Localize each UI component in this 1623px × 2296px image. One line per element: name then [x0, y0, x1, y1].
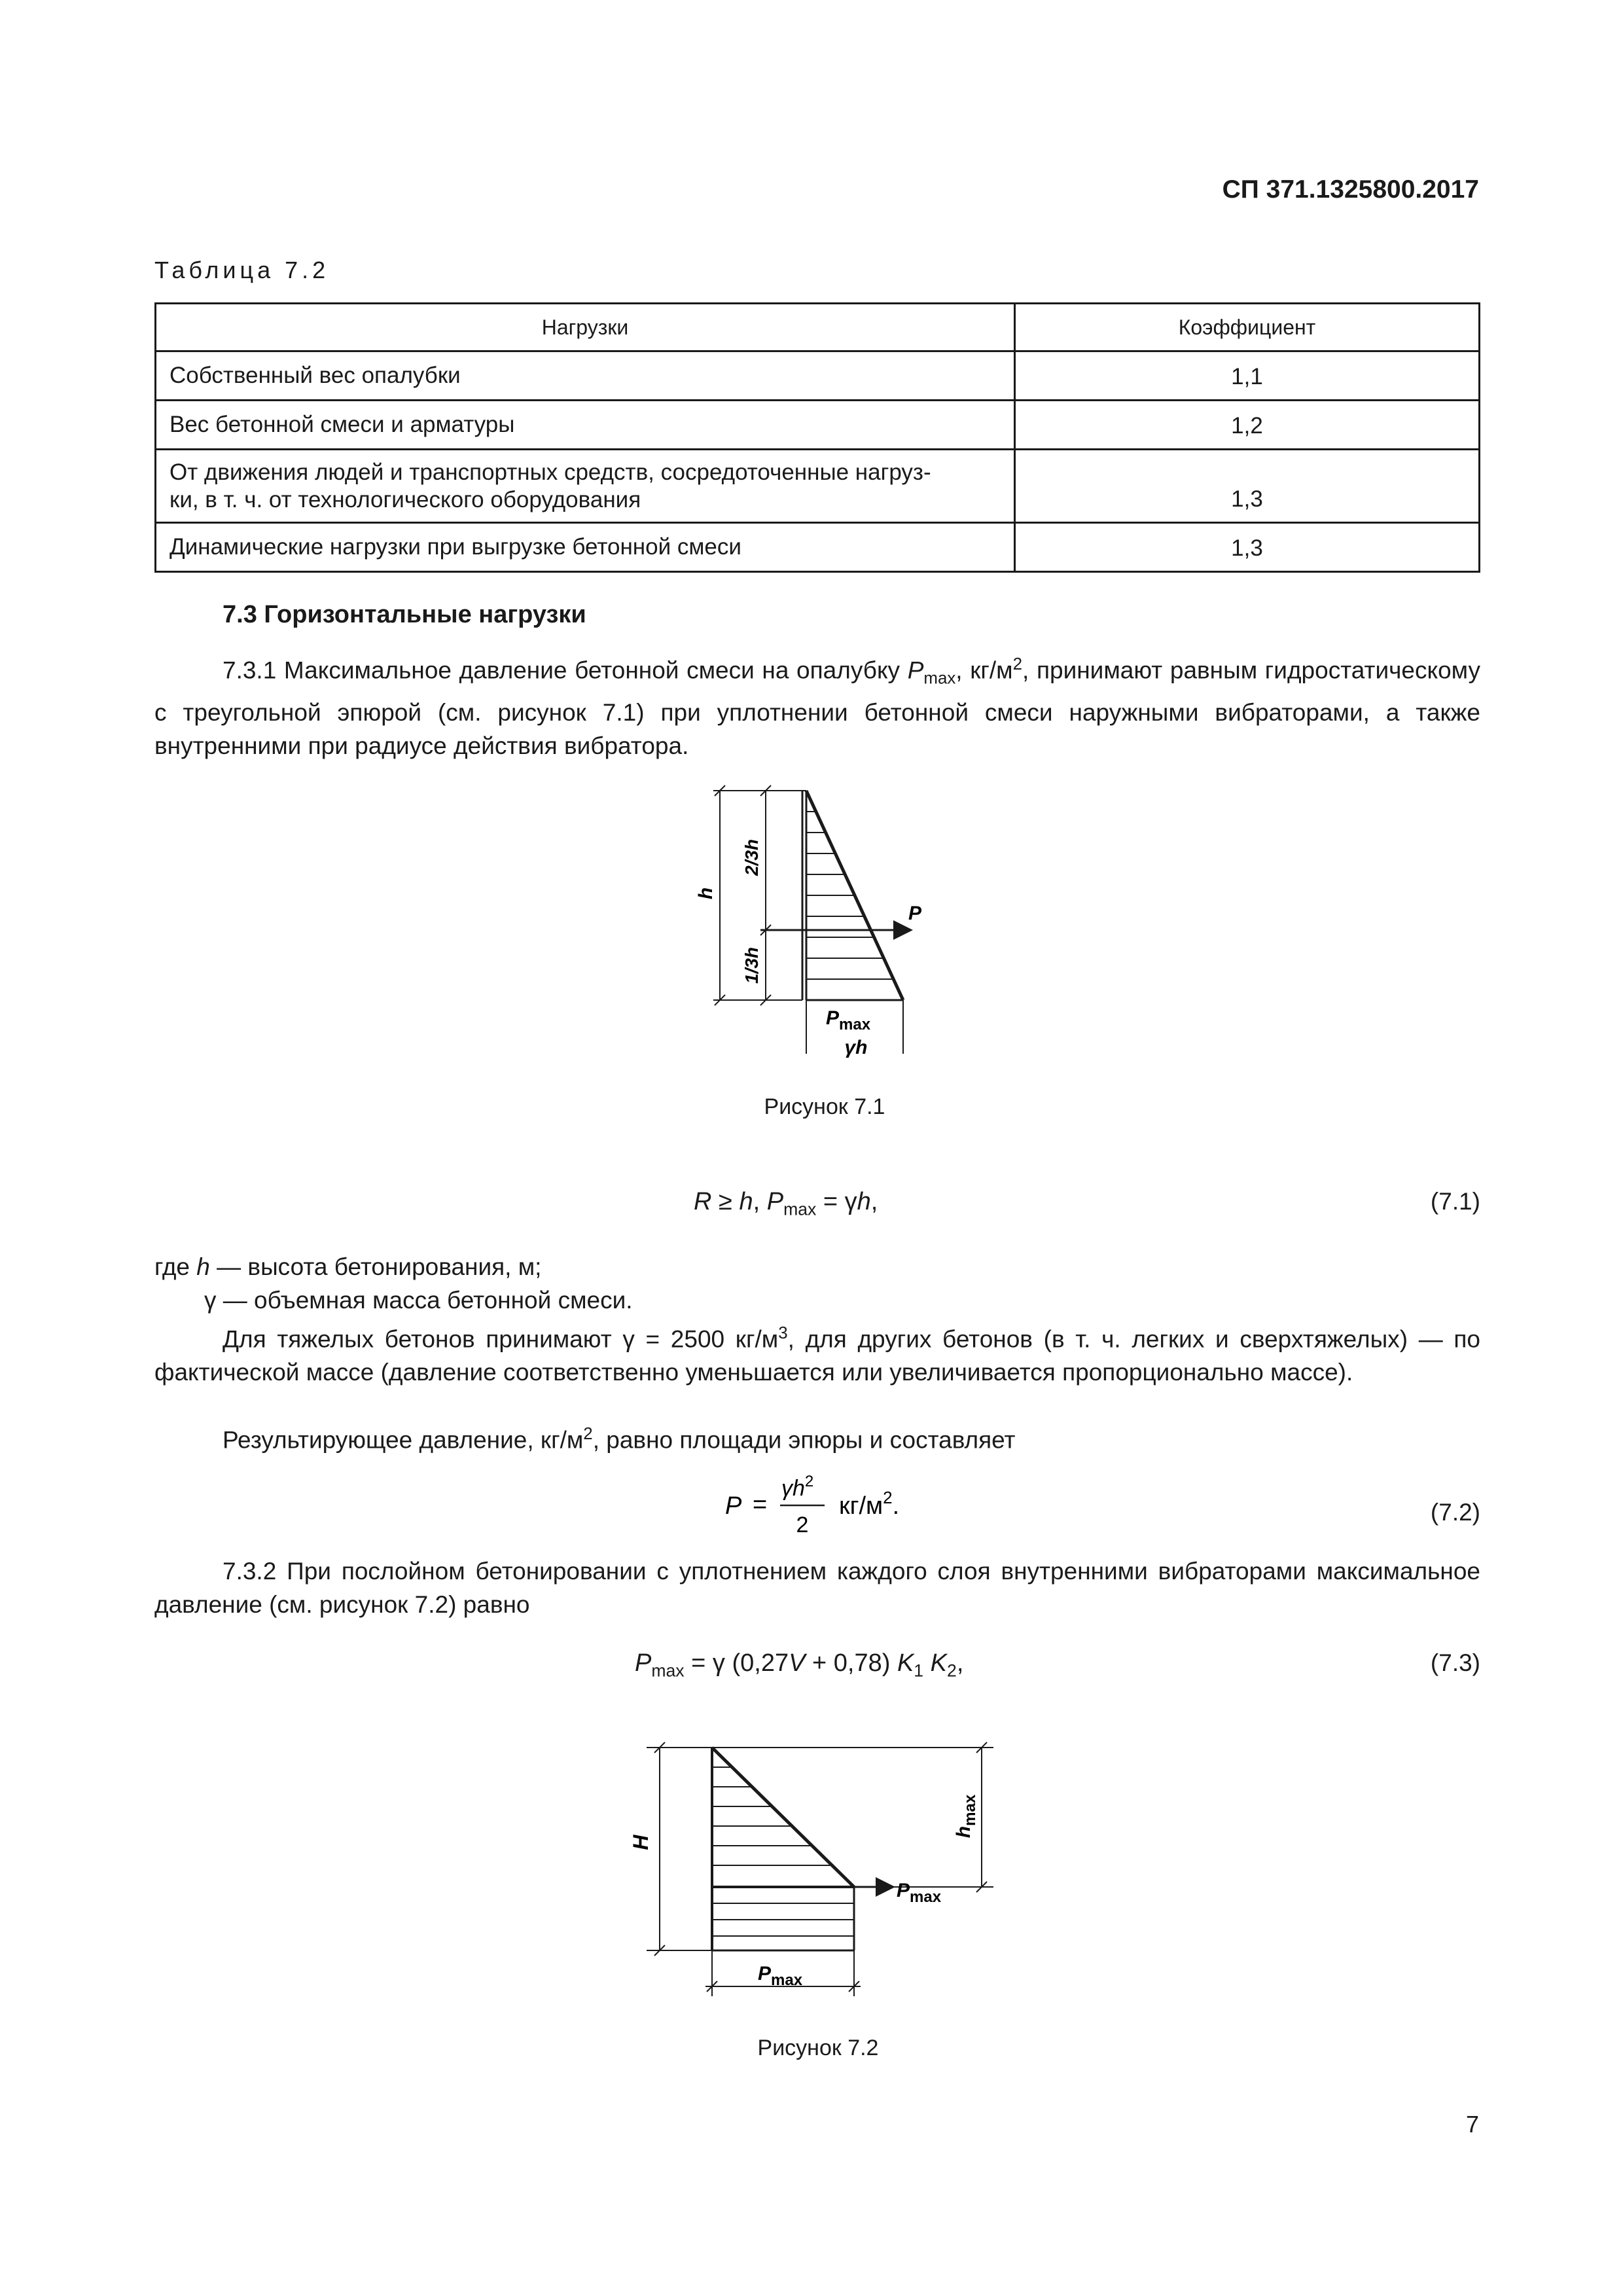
symbol-gamma: γ	[204, 1287, 217, 1314]
label-pmax	[826, 1007, 871, 1033]
equation-7-1	[694, 1188, 878, 1220]
superscript: 3	[778, 1324, 788, 1342]
equation-number: (7.1)	[1430, 1188, 1480, 1215]
unit-text: кг/м	[839, 1492, 883, 1520]
label-hmax-h: h	[953, 1825, 974, 1839]
where-line	[154, 1250, 1480, 1283]
label-gamma-h: γh	[844, 1037, 868, 1058]
figure-7-2	[628, 1728, 1008, 2003]
row-load: Вес бетонной смеси и арматуры	[156, 401, 1015, 450]
symbol-p: P	[766, 1188, 784, 1215]
eq-sign: =	[753, 1491, 768, 1518]
paragraph-7-3-2: 7.3.2 При послойном бетонировании с уплотнением каждого слоя внутренними вибраторами максимальное давление (см. рисунок 7.2) равно	[154, 1558, 1480, 1618]
row-load-line: ки, в т. ч. от технологического оборудования	[169, 486, 641, 512]
superscript: 2	[804, 1473, 814, 1490]
table-row	[156, 401, 1480, 450]
table-caption: Таблица 7.2	[154, 257, 330, 283]
document-code: СП 371.1325800.2017	[1222, 175, 1479, 204]
symbol-p: P	[725, 1492, 742, 1520]
superscript: 2	[883, 1488, 893, 1507]
figure-7-1-caption: Рисунок 7.1	[764, 1094, 885, 1119]
symbol-k2: K	[930, 1649, 948, 1677]
where-line	[154, 1283, 1480, 1317]
label-H: H	[629, 1835, 652, 1850]
symbol-p: P	[635, 1649, 652, 1677]
label-sub: max	[771, 1971, 803, 1989]
table-row	[156, 523, 1480, 572]
label-p: P	[908, 903, 922, 924]
eq-text: ,	[870, 1188, 878, 1215]
table-row	[156, 450, 1480, 523]
row-load	[156, 450, 1015, 523]
eq-text: ,	[956, 1649, 964, 1677]
label-pmax-arrow	[897, 1880, 942, 1906]
equation-7-2	[720, 1469, 916, 1541]
figure-7-2-caption: Рисунок 7.2	[757, 2036, 879, 2060]
label-p: P	[758, 1963, 772, 1984]
label-p: P	[897, 1880, 910, 1901]
symbol-h: h	[857, 1188, 871, 1215]
fraction-denominator: 2	[796, 1513, 809, 1537]
label-two-thirds-h: 2/3h	[741, 838, 762, 876]
eq-text	[923, 1649, 931, 1677]
label-pmax-sub: max	[839, 1016, 871, 1033]
figure-7-1	[681, 772, 969, 1073]
symbol-k1: K	[897, 1649, 914, 1677]
text-span: 7.3.1 Максимальное давление бетонной смеси на опалубку	[223, 656, 908, 684]
subscript: max	[783, 1199, 817, 1219]
label-hmax-sub: max	[961, 1794, 979, 1826]
numerator-text: γh	[781, 1476, 805, 1501]
label-one-third-h: 1/3h	[741, 946, 762, 984]
eq-text: = γ	[816, 1188, 857, 1215]
row-coefficient: 1,3	[1015, 450, 1480, 523]
symbol-r: R	[694, 1188, 712, 1215]
symbol-h: h	[196, 1253, 210, 1280]
row-load-line: От движения людей и транспортных средств, сосредоточенные нагруз-	[169, 459, 931, 485]
text-span: Результирующее давление, кг/м	[223, 1426, 584, 1454]
eq-end: .	[892, 1492, 900, 1520]
eq-text: + 0,78)	[805, 1649, 897, 1677]
label-sub: max	[910, 1888, 942, 1906]
equation-number: (7.2)	[1430, 1499, 1480, 1526]
symbol-p: P	[907, 656, 924, 684]
paragraph-heavy-concrete	[154, 1317, 1480, 1389]
equation-7-3	[635, 1649, 963, 1681]
section-title: 7.3 Горизонтальные нагрузки	[223, 601, 586, 628]
fraction-numerator	[781, 1473, 813, 1501]
row-load: Динамические нагрузки при выгрузке бетонной смеси	[156, 523, 1015, 572]
where-block	[154, 1250, 1480, 1317]
eq-text: ,	[753, 1188, 767, 1215]
where-intro: где	[154, 1253, 197, 1280]
subscript: max	[923, 669, 956, 688]
text-span: , для других бетонов (в т. ч. легких и сверхтяжелых) — по фактической массе (давление соответственно уменьшается или увеличивается пропорционально массе).	[154, 1325, 1480, 1386]
eq-text: = γ (0,27	[684, 1649, 789, 1677]
page-number: 7	[1465, 2111, 1479, 2138]
subscript: 1	[914, 1660, 924, 1681]
label-pmax-p: P	[826, 1007, 840, 1029]
text-span: Для тяжелых бетонов принимают γ = 2500 кг/м	[223, 1325, 779, 1353]
row-coefficient: 1,3	[1015, 523, 1480, 572]
label-h: h	[695, 887, 717, 900]
loads-table	[154, 302, 1480, 573]
superscript: 2	[583, 1425, 593, 1443]
row-coefficient: 1,2	[1015, 401, 1480, 450]
symbol-h: h	[739, 1188, 753, 1215]
row-coefficient: 1,1	[1015, 351, 1480, 401]
subscript: max	[651, 1660, 685, 1681]
unit	[839, 1488, 899, 1520]
table-header-row	[156, 304, 1480, 351]
superscript: 2	[1012, 655, 1023, 673]
paragraph-resultant	[223, 1418, 1015, 1456]
diagram-slope	[712, 1748, 854, 1887]
equation-number: (7.3)	[1430, 1649, 1480, 1676]
header-loads: Нагрузки	[156, 304, 1015, 351]
where-desc: — объемная масса бетонной смеси.	[216, 1287, 633, 1314]
header-coefficient: Коэффициент	[1015, 304, 1480, 351]
text-span: , кг/м	[955, 656, 1013, 684]
label-pmax-bottom	[758, 1963, 803, 1989]
diagram-hatching	[712, 1767, 854, 1936]
table-row	[156, 351, 1480, 401]
paragraph-7-3-1	[154, 648, 1480, 762]
subscript: 2	[947, 1660, 957, 1681]
where-desc: — высота бетонирования, м;	[209, 1253, 542, 1280]
text-span: , равно площади эпюры и составляет	[592, 1426, 1016, 1454]
label-hmax	[953, 1794, 979, 1838]
symbol-v: V	[789, 1649, 806, 1677]
eq-text: ≥	[711, 1188, 740, 1215]
text-span: , принимают равным гидростатическому с треугольной эпюрой (см. рисунок 7.1) при уплотнении бетонной смеси наружными вибраторами, а также внутренними при радиусе действия вибратора.	[154, 656, 1480, 759]
row-load: Собственный вес опалубки	[156, 351, 1015, 401]
